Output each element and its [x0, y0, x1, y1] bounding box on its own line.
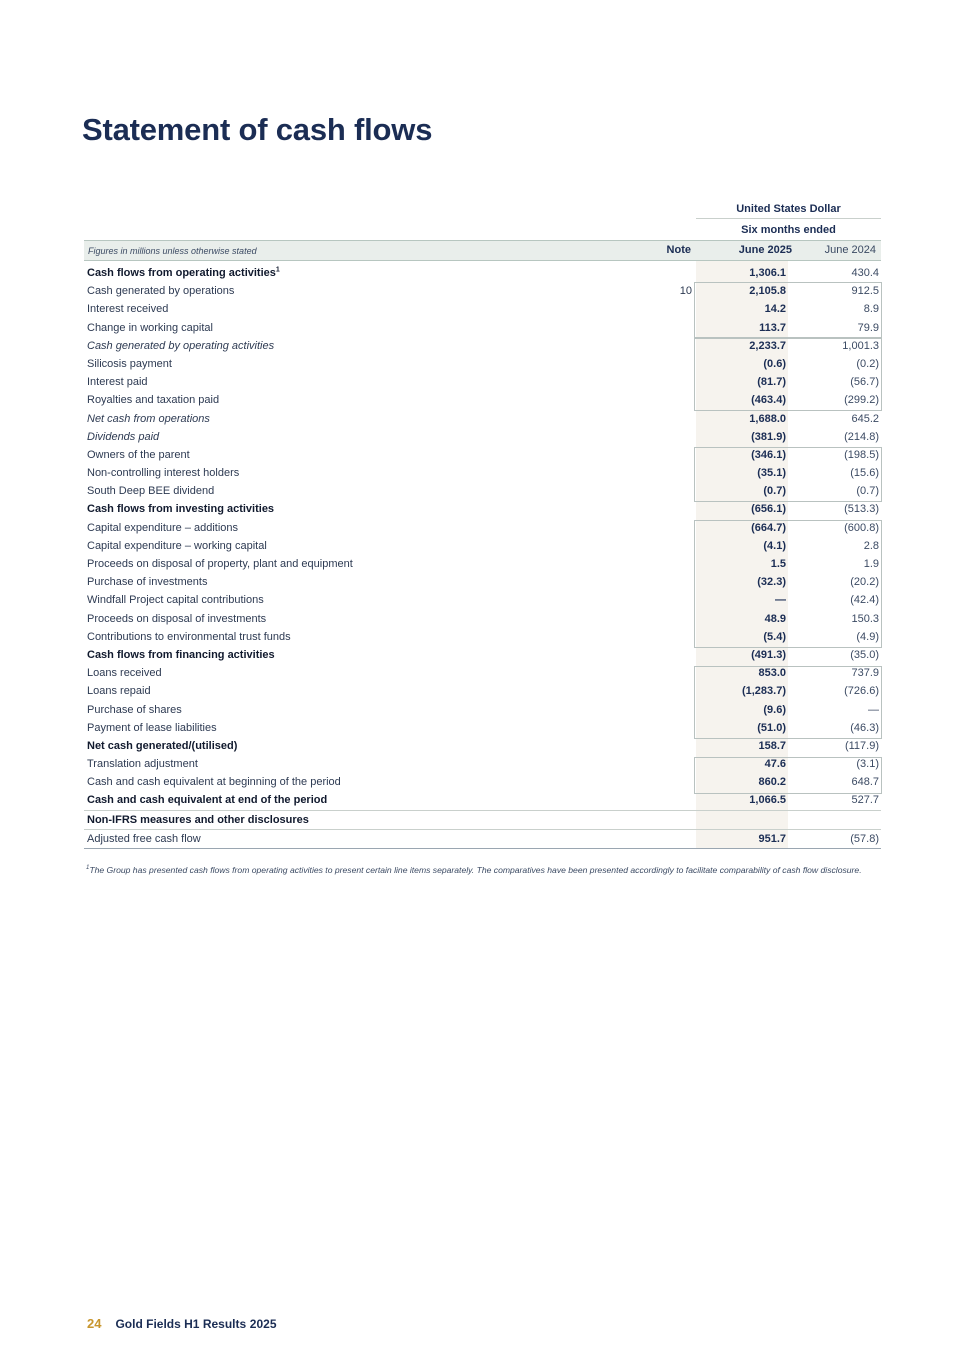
- row-label-text: Proceeds on disposal of investments: [87, 612, 267, 625]
- row-label: [87, 701, 182, 719]
- row-value-june-2025: (346.1): [751, 448, 786, 461]
- row-value-june-2024: 79.9: [857, 321, 879, 334]
- table-row: [84, 300, 881, 318]
- header-divider: [696, 218, 881, 219]
- table-row: [84, 628, 881, 646]
- row-value-june-2024: (42.4): [850, 594, 879, 607]
- row-label-text: Capital expenditure – working capital: [87, 539, 267, 552]
- table-row: [84, 428, 881, 446]
- row-label-text: Owners of the parent: [87, 448, 190, 461]
- row-label-text: Change in working capital: [87, 321, 213, 334]
- row-label: [87, 646, 275, 664]
- table-row: [84, 319, 881, 337]
- period-header: Six months ended: [741, 224, 836, 236]
- row-label-text: Cash generated by operating activities: [87, 339, 275, 352]
- row-label-text: Net cash from operations: [87, 412, 210, 425]
- row-value-june-2024: 912.5: [851, 285, 879, 298]
- row-label: [87, 791, 327, 809]
- row-value-june-2025: —: [775, 594, 786, 607]
- row-value-june-2024: (4.9): [856, 630, 879, 643]
- row-value-june-2024: 8.9: [863, 303, 879, 316]
- row-label: [87, 464, 239, 482]
- prior-year-column-header: June 2024: [824, 244, 876, 256]
- row-value-june-2024: —: [868, 703, 879, 716]
- row-label: [87, 264, 280, 282]
- row-value-june-2025: 951.7: [758, 832, 786, 845]
- table-row: [84, 337, 881, 355]
- table-row: [84, 282, 881, 300]
- row-label-text: Purchase of investments: [87, 576, 208, 589]
- row-label: [87, 337, 274, 355]
- row-label: [87, 482, 214, 500]
- row-value-june-2025: (9.6): [763, 703, 786, 716]
- row-label-text: Cash and cash equivalent at beginning of the period: [87, 776, 341, 789]
- table-row: [84, 537, 881, 555]
- row-label: [87, 428, 159, 446]
- row-label-text: Adjusted free cash flow: [87, 832, 201, 845]
- row-label: [87, 391, 219, 409]
- row-value-june-2025: (32.3): [757, 576, 786, 589]
- row-label: [87, 682, 151, 700]
- row-value-june-2025: 2,233.7: [749, 339, 786, 352]
- row-label: [87, 519, 238, 537]
- row-label-text: Cash flows from financing activities: [87, 648, 275, 661]
- row-value-june-2025: (51.0): [757, 721, 786, 734]
- row-value-june-2025: (1,283.7): [741, 685, 786, 698]
- row-value-june-2024: 737.9: [851, 667, 879, 680]
- row-label-text: Cash flows from investing activities: [87, 503, 275, 516]
- row-value-june-2025: (5.4): [763, 630, 786, 643]
- table-row: [84, 410, 881, 428]
- row-value-june-2025: 1.5: [770, 558, 786, 570]
- row-label-text: Capital expenditure – additions: [87, 521, 239, 534]
- row-value-june-2024: 2.8: [863, 539, 879, 552]
- table-bottom-rule: [84, 848, 881, 849]
- table-row: [84, 737, 881, 755]
- current-year-column-header: June 2025: [738, 244, 792, 256]
- row-value-june-2024: 1,001.3: [842, 339, 879, 352]
- row-value-june-2025: (656.1): [751, 503, 786, 516]
- row-value-june-2024: (56.7): [850, 376, 879, 389]
- table-row: [84, 791, 881, 810]
- row-value-june-2025: 853.0: [758, 667, 786, 680]
- row-value-june-2025: (0.7): [763, 485, 786, 498]
- row-label-text: Interest paid: [87, 376, 148, 389]
- row-label-text: Dividends paid: [87, 430, 160, 443]
- row-label-text: Cash and cash equivalent at end of the period: [87, 794, 328, 807]
- row-label-text: Non-controlling interest holders: [87, 467, 240, 480]
- row-value-june-2025: (463.4): [751, 394, 786, 407]
- row-label-text: Loans received: [87, 667, 162, 680]
- row-label-text: Contributions to environmental trust funds: [87, 630, 291, 643]
- row-value-june-2025: 48.9: [764, 612, 786, 625]
- row-value-june-2025: 47.6: [764, 758, 786, 771]
- row-label-text: Proceeds on disposal of property, plant and equipment: [87, 558, 353, 570]
- row-label-text: Non-IFRS measures and other disclosures: [87, 813, 309, 826]
- footer-title: Gold Fields H1 Results: [115, 1317, 247, 1331]
- row-value-june-2024: (0.2): [856, 357, 879, 370]
- table-row: [84, 830, 881, 848]
- row-value-june-2025: (381.9): [751, 430, 786, 443]
- row-label: [87, 830, 201, 848]
- footnote-reference: 1: [275, 266, 280, 274]
- row-label-text: Net cash generated/(utilised): [87, 739, 238, 752]
- row-value-june-2025: (491.3): [751, 648, 786, 661]
- row-value-june-2024: (57.8): [850, 832, 879, 845]
- row-value-june-2024: (214.8): [844, 430, 879, 443]
- table-row: [84, 264, 881, 282]
- row-label: [87, 755, 198, 773]
- table-row: [84, 664, 881, 682]
- row-label: [87, 610, 266, 628]
- row-value-june-2025: (4.1): [763, 539, 786, 552]
- row-value-june-2024: (513.3): [844, 503, 879, 516]
- row-label: [87, 773, 341, 791]
- footer-year: 2025: [249, 1317, 277, 1331]
- footnote-marker: 1: [86, 865, 90, 871]
- row-value-june-2024: 527.7: [851, 794, 879, 807]
- row-value-june-2024: (600.8): [844, 521, 879, 534]
- row-label: [87, 555, 353, 573]
- row-value-june-2024: (198.5): [844, 448, 879, 461]
- row-label: [87, 282, 234, 300]
- row-label-text: Purchase of shares: [87, 703, 182, 716]
- row-label-text: Cash flows from operating activities: [87, 267, 276, 279]
- row-label-text: Cash generated by operations: [87, 285, 235, 298]
- row-value-june-2024: 430.4: [851, 267, 879, 279]
- table-row: [84, 591, 881, 609]
- table-row: [84, 482, 881, 500]
- row-label: [87, 319, 213, 337]
- row-label: [87, 300, 168, 318]
- row-label-text: Silicosis payment: [87, 357, 172, 370]
- row-label-text: Loans repaid: [87, 685, 151, 698]
- row-value-june-2024: (726.6): [844, 685, 879, 698]
- table-row: [84, 773, 881, 791]
- row-value-june-2025: 113.7: [759, 321, 786, 334]
- row-label-text: Payment of lease liabilities: [87, 721, 217, 734]
- row-label: [87, 811, 309, 829]
- row-note: 10: [679, 285, 692, 298]
- row-value-june-2024: (35.0): [850, 648, 879, 661]
- table-row: [84, 573, 881, 591]
- row-value-june-2024: (299.2): [844, 394, 879, 407]
- page-number: 24: [87, 1316, 102, 1331]
- table-row: [84, 755, 881, 773]
- row-value-june-2025: (664.7): [751, 521, 786, 534]
- row-value-june-2025: 1,688.0: [749, 412, 786, 425]
- row-value-june-2024: 150.3: [851, 612, 879, 625]
- table-row: [84, 719, 881, 737]
- row-value-june-2025: (0.6): [763, 357, 786, 370]
- row-value-june-2024: (46.3): [850, 721, 879, 734]
- row-label: [87, 664, 162, 682]
- row-value-june-2025: 860.2: [758, 776, 786, 789]
- page-title: Statement of cash flows: [82, 112, 433, 147]
- row-label: [87, 628, 291, 646]
- table-row: [84, 355, 881, 373]
- row-value-june-2025: 1,306.1: [749, 267, 786, 279]
- table-row: [84, 373, 881, 391]
- row-label: [87, 591, 264, 609]
- table-row: [84, 682, 881, 700]
- row-value-june-2024: 645.2: [851, 412, 879, 425]
- row-value-june-2024: 648.7: [851, 776, 879, 789]
- row-value-june-2025: (81.7): [757, 376, 786, 389]
- row-label: [87, 446, 190, 464]
- row-label-text: Windfall Project capital contributions: [87, 594, 264, 607]
- row-value-june-2025: (35.1): [757, 467, 786, 480]
- table-row: [84, 646, 881, 664]
- table-row: [84, 811, 881, 830]
- row-value-june-2025: 14.2: [764, 303, 786, 316]
- table-row: [84, 391, 881, 409]
- row-label: [87, 500, 274, 518]
- page-footer: [87, 1316, 277, 1331]
- row-label-text: Interest received: [87, 303, 169, 316]
- row-value-june-2025: 2,105.8: [749, 285, 786, 298]
- row-label-text: South Deep BEE dividend: [87, 485, 215, 498]
- row-label-text: Royalties and taxation paid: [87, 394, 220, 407]
- row-label: [87, 719, 217, 737]
- row-label: [87, 573, 207, 591]
- row-value-june-2025: 1,066.5: [749, 794, 786, 807]
- cash-flow-table: [84, 264, 881, 848]
- row-label: [87, 373, 148, 391]
- row-value-june-2024: (117.9): [844, 739, 879, 752]
- table-row: [84, 464, 881, 482]
- row-label: [87, 410, 210, 428]
- row-value-june-2024: (20.2): [850, 576, 879, 589]
- table-row: [84, 610, 881, 628]
- row-label: [87, 537, 267, 555]
- table-row: [84, 500, 881, 518]
- row-value-june-2024: (0.7): [856, 485, 879, 498]
- row-label-text: Translation adjustment: [87, 758, 198, 771]
- table-row: [84, 446, 881, 464]
- currency-header: United States Dollar: [736, 203, 841, 215]
- row-value-june-2024: (3.1): [856, 758, 879, 771]
- footnote-text: The Group has presented cash flows from operating activities to present certain line items separately. The comparatives have been presented accordingly to facilitate comparability of cash flow disclosure.: [89, 864, 862, 875]
- row-value-june-2024: (15.6): [850, 467, 879, 480]
- figures-label: Figures in millions unless otherwise stated: [88, 246, 257, 256]
- column-header-row: [84, 240, 881, 261]
- footnote: [86, 862, 866, 876]
- row-label: [87, 355, 172, 373]
- row-label: [87, 737, 237, 755]
- row-value-june-2024: 1.9: [863, 558, 879, 570]
- table-row: [84, 519, 881, 537]
- table-row: [84, 555, 881, 573]
- table-row: [84, 701, 881, 719]
- row-value-june-2025: 158.7: [758, 739, 786, 752]
- note-column-header: Note: [666, 244, 691, 256]
